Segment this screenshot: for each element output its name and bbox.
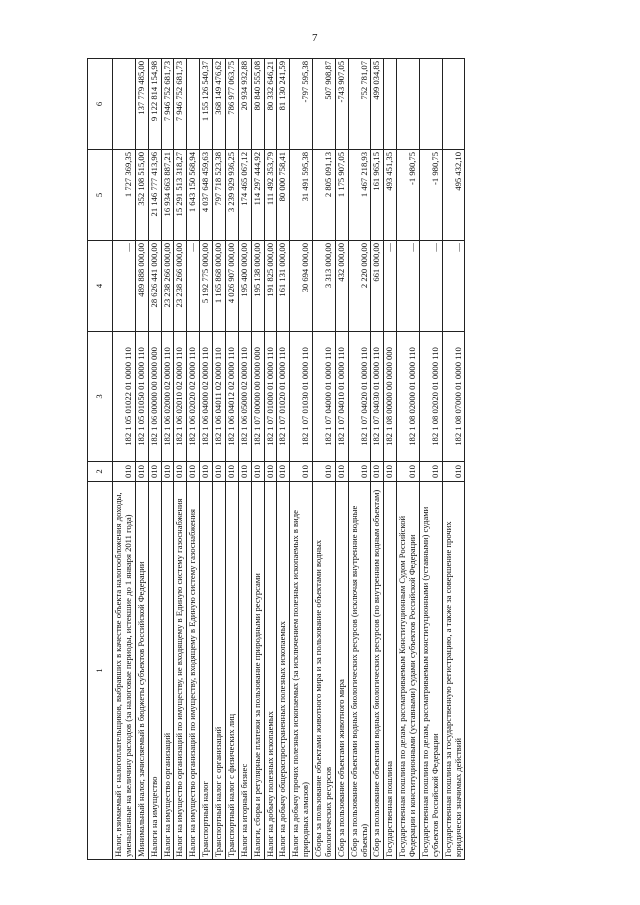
row-actual-cell: 495 432,10 [442,150,465,241]
row-bk-code-cell: 182 1 06 04011 02 0000 110 [213,332,226,462]
row-actual-cell: 174 465 067,12 [238,150,251,241]
row-name-cell: Налог на добычу полезных ископаемых [264,482,277,860]
row-bk-code-cell: 182 1 05 01022 01 0000 110 [113,332,136,462]
row-plan-cell: 195 138 000,00 [251,241,264,332]
row-code-cell: 010 [251,462,264,482]
table-row [200,59,213,860]
table-row [135,59,148,860]
table-row [113,59,136,860]
row-code-cell: 010 [397,462,420,482]
row-bk-code-cell: 182 1 07 04010 01 0000 110 [335,332,348,462]
table-row [371,59,384,860]
row-actual-cell: 15 291 513 318,27 [174,150,187,241]
row-actual-cell: -1 980,75 [397,150,420,241]
row-remaining-cell: 9 122 814 154,98 [148,59,161,150]
row-actual-cell: 80 000 758,41 [277,150,290,241]
row-name-cell: Государственная пошлина по делам, рассматриваемым конституционными (уставными) судами субъектов Российской Федерации [419,482,442,860]
row-plan-cell: 661 000,00 [371,241,384,332]
row-name-cell: Сбор за пользование объектами водных биологических ресурсов (по внутренним водным объектам) [371,482,384,860]
row-plan-cell: 489 888 000,00 [135,241,148,332]
row-bk-code-cell: 182 1 05 01050 01 0000 110 [135,332,148,462]
row-name-cell: Налог на игорный бизнес [238,482,251,860]
row-bk-code-cell: 182 1 06 05000 02 0000 110 [238,332,251,462]
row-remaining-cell: 137 779 485,00 [135,59,148,150]
row-plan-cell: 161 131 000,00 [277,241,290,332]
row-remaining-cell: 20 934 932,88 [238,59,251,150]
header-col-3: 3 [88,332,113,462]
table-row [148,59,161,860]
row-plan-cell: — [384,241,397,332]
row-bk-code-cell: 182 1 07 04020 01 0000 110 [348,332,371,462]
table-row [348,59,371,860]
row-name-cell: Налог на имущество организаций по имуществу, не входящему в Единую систему газоснабжения [174,482,187,860]
row-bk-code-cell: 182 1 06 04012 02 0000 110 [225,332,238,462]
row-plan-cell: 5 192 775 000,00 [200,241,213,332]
row-plan-cell: 195 400 000,00 [238,241,251,332]
row-code-cell: 010 [442,462,465,482]
row-actual-cell: 493 451,35 [384,150,397,241]
row-plan-cell: 23 238 266 000,00 [161,241,174,332]
row-actual-cell: 352 108 515,00 [135,150,148,241]
row-plan-cell: 1 165 868 000,00 [213,241,226,332]
row-actual-cell: 21 146 777 413,96 [148,150,161,241]
row-remaining-cell: 507 908,87 [313,59,336,150]
row-bk-code-cell: 182 1 08 00000 00 0000 000 [384,332,397,462]
row-actual-cell: 797 718 523,38 [213,150,226,241]
row-plan-cell: 23 238 266 000,00 [174,241,187,332]
row-actual-cell: 111 492 353,79 [264,150,277,241]
row-bk-code-cell: 182 1 08 02020 01 0000 110 [419,332,442,462]
row-code-cell: 010 [161,462,174,482]
header-col-5: 5 [88,150,113,241]
table-row [187,59,200,860]
row-remaining-cell [419,59,442,150]
row-bk-code-cell: 182 1 07 00000 00 0000 000 [251,332,264,462]
row-bk-code-cell: 182 1 07 04030 01 0000 110 [371,332,384,462]
row-name-cell: Транспортный налог с физических лиц [225,482,238,860]
row-actual-cell: 114 297 444,92 [251,150,264,241]
row-remaining-cell: 786 977 063,75 [225,59,238,150]
table-row [264,59,277,860]
header-col-4: 4 [88,241,113,332]
row-plan-cell: — [419,241,442,332]
row-actual-cell: 2 805 091,13 [313,150,336,241]
table-row [251,59,264,860]
row-name-cell: Минимальный налог, зачисляемый в бюджеты субъектов Российской Федерации [135,482,148,860]
page-number: 7 [312,32,318,44]
row-actual-cell: 1 643 150 568,94 [187,150,200,241]
row-plan-cell: — [113,241,136,332]
table-row [397,59,420,860]
row-bk-code-cell: 182 1 07 04000 01 0000 110 [313,332,336,462]
row-remaining-cell [384,59,397,150]
header-col-2: 2 [88,462,113,482]
row-bk-code-cell: 182 1 07 01020 01 0000 110 [277,332,290,462]
header-row [88,59,113,860]
row-name-cell: Государственная пошлина по делам, рассматриваемым Конституционным Судом Российской Федерации и конституционными (уставными) судами субъектов Российской Федерации [397,482,420,860]
row-actual-cell: 31 491 595,38 [290,150,313,241]
row-plan-cell: 28 626 441 000,00 [148,241,161,332]
row-remaining-cell [442,59,465,150]
row-actual-cell: 3 239 929 936,25 [225,150,238,241]
row-actual-cell: 1 467 218,93 [348,150,371,241]
row-actual-cell: 16 934 663 887,21 [161,150,174,241]
row-code-cell: 010 [174,462,187,482]
row-name-cell: Налог на добычу прочих полезных ископаемых (за исключением полезных ископаемых в виде природных алмазов) [290,482,313,860]
row-plan-cell: 30 694 000,00 [290,241,313,332]
row-plan-cell: — [187,241,200,332]
row-name-cell: Сбор за пользование объектами водных биологических ресурсов (исключая внутренние водные объекты) [348,482,371,860]
table-row [335,59,348,860]
row-remaining-cell [187,59,200,150]
row-bk-code-cell: 182 1 08 02000 01 0000 110 [397,332,420,462]
row-bk-code-cell: 182 1 08 07000 01 0000 110 [442,332,465,462]
row-bk-code-cell: 182 1 06 02000 02 0000 110 [161,332,174,462]
row-name-cell: Налог на добычу общераспространенных полезных ископаемых [277,482,290,860]
header-col-1: 1 [88,482,113,860]
table-row [290,59,313,860]
table-row [277,59,290,860]
row-name-cell: Налог на имущество организаций по имуществу, входящему в Единую систему газоснабжения [187,482,200,860]
row-remaining-cell: -743 907,05 [335,59,348,150]
row-code-cell: 010 [113,462,136,482]
header-col-6: 6 [88,59,113,150]
row-code-cell: 010 [187,462,200,482]
row-name-cell: Государственная пошлина за государственную регистрацию, а также за совершение прочих юридически значимых действий [442,482,465,860]
rotated-table-container [87,60,597,860]
row-code-cell: 010 [200,462,213,482]
table-row [225,59,238,860]
row-actual-cell: 1 175 907,05 [335,150,348,241]
row-code-cell: 010 [384,462,397,482]
row-code-cell: 010 [213,462,226,482]
row-remaining-cell: 368 149 476,62 [213,59,226,150]
row-code-cell: 010 [277,462,290,482]
row-code-cell: 010 [419,462,442,482]
row-bk-code-cell: 182 1 07 01030 01 0000 110 [290,332,313,462]
row-name-cell: Транспортный налог [200,482,213,860]
row-bk-code-cell: 182 1 07 01000 01 0000 110 [264,332,277,462]
row-name-cell: Государственная пошлина [384,482,397,860]
row-name-cell: Налоги на имущество [148,482,161,860]
row-plan-cell: 191 825 000,00 [264,241,277,332]
table-row [238,59,251,860]
table-row [174,59,187,860]
row-code-cell: 010 [264,462,277,482]
row-actual-cell: 1 727 369,35 [113,150,136,241]
table-row [313,59,336,860]
row-code-cell: 010 [290,462,313,482]
row-plan-cell: — [442,241,465,332]
row-code-cell: 010 [225,462,238,482]
row-remaining-cell: 7 946 752 681,73 [174,59,187,150]
row-code-cell: 010 [135,462,148,482]
row-plan-cell: 4 026 907 000,00 [225,241,238,332]
table-row [213,59,226,860]
row-name-cell: Сбор за пользование объектами животного мира [335,482,348,860]
row-name-cell: Налоги, сборы и регулярные платежи за пользование природными ресурсами [251,482,264,860]
row-actual-cell: -1 980,75 [419,150,442,241]
row-plan-cell: 432 000,00 [335,241,348,332]
table-row [384,59,397,860]
table-row [419,59,442,860]
revenue-table [87,58,465,860]
table-row [161,59,174,860]
row-name-cell: Налог на имущество организаций [161,482,174,860]
row-code-cell: 010 [371,462,384,482]
row-code-cell: 010 [238,462,251,482]
row-bk-code-cell: 182 1 06 04000 02 0000 110 [200,332,213,462]
row-remaining-cell: 81 130 241,59 [277,59,290,150]
row-name-cell: Сборы за пользование объектами животного мира и за пользование объектами водных биологических ресурсов [313,482,336,860]
row-remaining-cell [113,59,136,150]
row-remaining-cell: 80 332 646,21 [264,59,277,150]
row-remaining-cell [397,59,420,150]
row-actual-cell: 161 965,15 [371,150,384,241]
row-code-cell: 010 [348,462,371,482]
row-code-cell: 010 [148,462,161,482]
row-remaining-cell: 1 155 126 540,37 [200,59,213,150]
row-remaining-cell: 7 946 752 681,73 [161,59,174,150]
row-remaining-cell: 499 034,85 [371,59,384,150]
row-code-cell: 010 [313,462,336,482]
row-actual-cell: 4 037 648 459,63 [200,150,213,241]
row-remaining-cell: -797 595,38 [290,59,313,150]
row-name-cell: Транспортный налог с организаций [213,482,226,860]
row-remaining-cell: 80 840 555,08 [251,59,264,150]
row-name-cell: Налог, взимаемый с налогоплательщиков, выбравших в качестве объекта налогообложения доходы, уменьшенные на величину расходов (за налоговые периоды, истекшие до 1 января 2011 года) [113,482,136,860]
row-plan-cell: — [397,241,420,332]
row-code-cell: 010 [335,462,348,482]
row-bk-code-cell: 182 1 06 02020 02 0000 110 [187,332,200,462]
row-plan-cell: 2 220 000,00 [348,241,371,332]
table-row [442,59,465,860]
row-plan-cell: 3 313 000,00 [313,241,336,332]
row-bk-code-cell: 182 1 06 00000 00 0000 000 [148,332,161,462]
row-remaining-cell: 752 781,07 [348,59,371,150]
row-bk-code-cell: 182 1 06 02010 02 0000 110 [174,332,187,462]
